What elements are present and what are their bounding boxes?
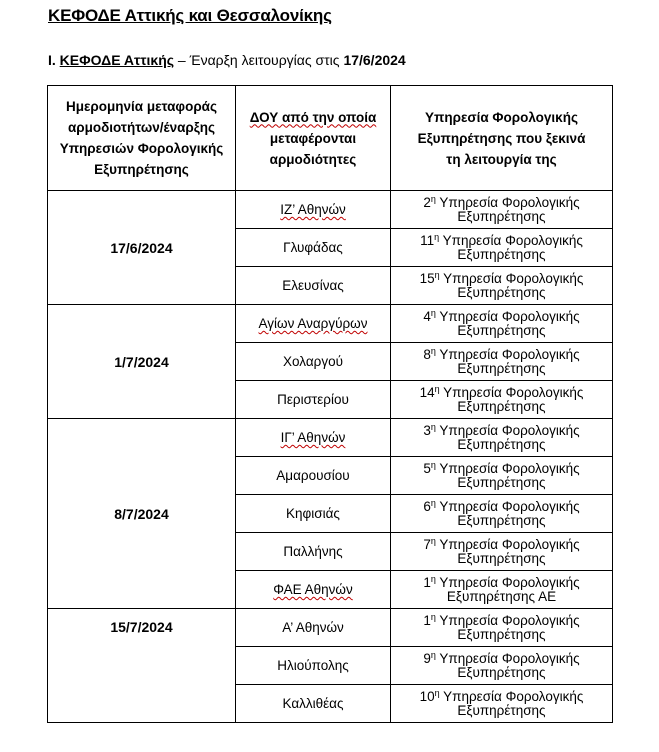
service-number: 1 [423,574,431,590]
service-line-1 [391,383,612,400]
section-numeral: I. [48,52,56,68]
doy-name: Χολαργού [283,354,343,369]
document-title: ΚΕΦΟΔΕ Αττικής και Θεσσαλονίκης [48,6,332,25]
service-number: 10 [419,688,435,704]
header-service [391,86,613,191]
ordinal-suffix: η [430,345,436,356]
ordinal-suffix: η [434,269,440,280]
service-label: Υπηρεσία Φορολογικής [439,194,580,210]
service-line-2: Εξυπηρέτησης [457,284,546,300]
doy-name: ΦΑΕ Αθηνών [273,582,353,597]
doy-cell [236,305,391,343]
doy-name: ΙΓ’ Αθηνών [280,430,346,445]
doy-cell [236,381,391,419]
header-service-line: Εξυπηρέτησης που ξεκινά [417,130,586,146]
service-line-1 [391,307,612,324]
doy-name: Κηφισιάς [286,506,340,521]
service-cell [391,305,613,343]
doy-name: Αγίων Αναργύρων [258,316,368,331]
section-text: – Έναρξη λειτουργίας στις [177,52,340,68]
ordinal-suffix: η [430,307,436,318]
header-service-line: Υπηρεσία Φορολογικής [425,109,578,125]
service-label: Υπηρεσία Φορολογικής [439,498,580,514]
service-number: 9 [423,650,431,666]
section-date: 17/6/2024 [343,52,406,68]
ordinal-suffix: η [430,573,436,584]
service-line-2: Εξυπηρέτησης [457,550,546,566]
doy-cell [236,495,391,533]
doy-name: ΙΖ’ Αθηνών [280,202,346,217]
service-label: Υπηρεσία Φορολογικής [439,422,580,438]
service-cell [391,229,613,267]
service-line-1 [391,269,612,286]
service-number: 15 [419,270,435,286]
service-line-2: Εξυπηρέτησης [457,246,546,262]
service-line-2: Εξυπηρέτησης [457,436,546,452]
service-label: Υπηρεσία Φορολογικής [439,460,580,476]
doy-cell [236,419,391,457]
service-line-2: Εξυπηρέτησης [457,322,546,338]
doy-name: Αμαρουσίου [276,468,350,483]
service-label: Υπηρεσία Φορολογικής [443,688,584,704]
doy-cell [236,229,391,267]
service-cell [391,647,613,685]
table-row [48,419,613,457]
ordinal-suffix: η [434,687,440,698]
ordinal-suffix: η [434,383,440,394]
schedule-table [47,85,613,723]
header-doy [236,86,391,191]
service-label: Υπηρεσία Φορολογικής [439,308,580,324]
service-number: 14 [419,384,435,400]
service-cell [391,685,613,723]
service-line-1 [391,535,612,552]
service-line-1 [391,193,612,210]
service-label: Υπηρεσία Φορολογικής [443,270,584,286]
service-number: 7 [423,536,431,552]
service-cell [391,267,613,305]
service-number: 1 [423,612,431,628]
ordinal-suffix: η [434,231,440,242]
doy-name: Γλυφάδας [283,240,343,255]
service-number: 4 [423,308,431,324]
service-label: Υπηρεσία Φορολογικής [439,536,580,552]
service-label: Υπηρεσία Φορολογικής [443,384,584,400]
table-header-row [48,86,613,191]
doy-cell [236,191,391,229]
section-name: ΚΕΦΟΔΕ Αττικής [59,52,175,68]
table-row [48,305,613,343]
service-number: 6 [423,498,431,514]
header-doy-line: μεταφέρονται [269,130,357,146]
service-line-2: Εξυπηρέτησης [457,398,546,414]
doy-cell [236,457,391,495]
service-label: Υπηρεσία Φορολογικής [439,650,580,666]
doy-cell [236,609,391,647]
ordinal-suffix: η [430,459,436,470]
table-row [48,191,613,229]
header-date-line: Υπηρεσιών Φορολογικής [59,141,224,156]
header-service-line: τη λειτουργία της [446,151,557,167]
header-doy-line: αρμοδιότητες [269,151,357,167]
section-subtitle [48,52,406,68]
doy-cell [236,647,391,685]
ordinal-suffix: η [430,497,436,508]
doy-cell [236,571,391,609]
service-cell [391,343,613,381]
service-label: Υπηρεσία Φορολογικής [439,346,580,362]
service-line-2: Εξυπηρέτησης [457,626,546,642]
doy-name: Περιστερίου [277,392,349,407]
service-line-1 [391,421,612,438]
service-line-1 [391,497,612,514]
ordinal-suffix: η [430,193,436,204]
service-line-1 [391,345,612,362]
service-cell [391,609,613,647]
service-line-2: Εξυπηρέτησης [457,512,546,528]
table-body [48,191,613,723]
service-cell [391,571,613,609]
doy-name: Α’ Αθηνών [282,620,344,635]
transfer-date-cell: 17/6/2024 [48,191,236,305]
ordinal-suffix: η [430,535,436,546]
doy-name: Ηλιούπολης [277,658,349,673]
service-line-1 [391,459,612,476]
service-label: Υπηρεσία Φορολογικής [442,232,583,248]
service-line-1 [391,231,612,248]
service-number: 3 [423,422,431,438]
service-label: Υπηρεσία Φορολογικής [439,574,580,590]
service-cell [391,381,613,419]
service-line-1 [391,649,612,666]
transfer-date-cell: 8/7/2024 [48,419,236,609]
service-line-1 [391,573,612,590]
doy-cell [236,685,391,723]
doy-name: Καλλιθέας [282,696,344,711]
service-cell [391,457,613,495]
service-cell [391,533,613,571]
service-line-1 [391,611,612,628]
service-number: 8 [423,346,431,362]
header-doy-line: ΔΟΥ από την οποία [249,109,377,125]
transfer-date-cell: 1/7/2024 [48,305,236,419]
header-date-line: Εξυπηρέτησης [94,162,189,177]
doy-cell [236,267,391,305]
service-line-2: Εξυπηρέτησης [457,208,546,224]
header-date-line: Ημερομηνία μεταφοράς [65,99,218,114]
ordinal-suffix: η [430,421,436,432]
doy-name: Ελευσίνας [282,278,344,293]
service-line-2: Εξυπηρέτησης [457,664,546,680]
service-cell [391,495,613,533]
header-date-line: αρμοδιοτήτων/έναρξης [67,120,216,135]
service-label: Υπηρεσία Φορολογικής [439,612,580,628]
ordinal-suffix: η [430,611,436,622]
service-number: 5 [423,460,431,476]
service-line-2: Εξυπηρέτησης [457,360,546,376]
transfer-date-cell: 15/7/2024 [48,609,236,723]
service-cell [391,191,613,229]
service-line-1 [391,687,612,704]
doy-cell [236,533,391,571]
service-line-2: Εξυπηρέτησης ΑΕ [446,588,557,604]
service-line-2: Εξυπηρέτησης [457,474,546,490]
ordinal-suffix: η [430,649,436,660]
doy-name: Παλλήνης [283,544,343,559]
service-number: 11 [420,232,435,248]
header-date [48,86,236,191]
service-line-2: Εξυπηρέτησης [457,702,546,718]
doy-cell [236,343,391,381]
table-row [48,609,613,647]
service-number: 2 [423,194,431,210]
service-cell [391,419,613,457]
